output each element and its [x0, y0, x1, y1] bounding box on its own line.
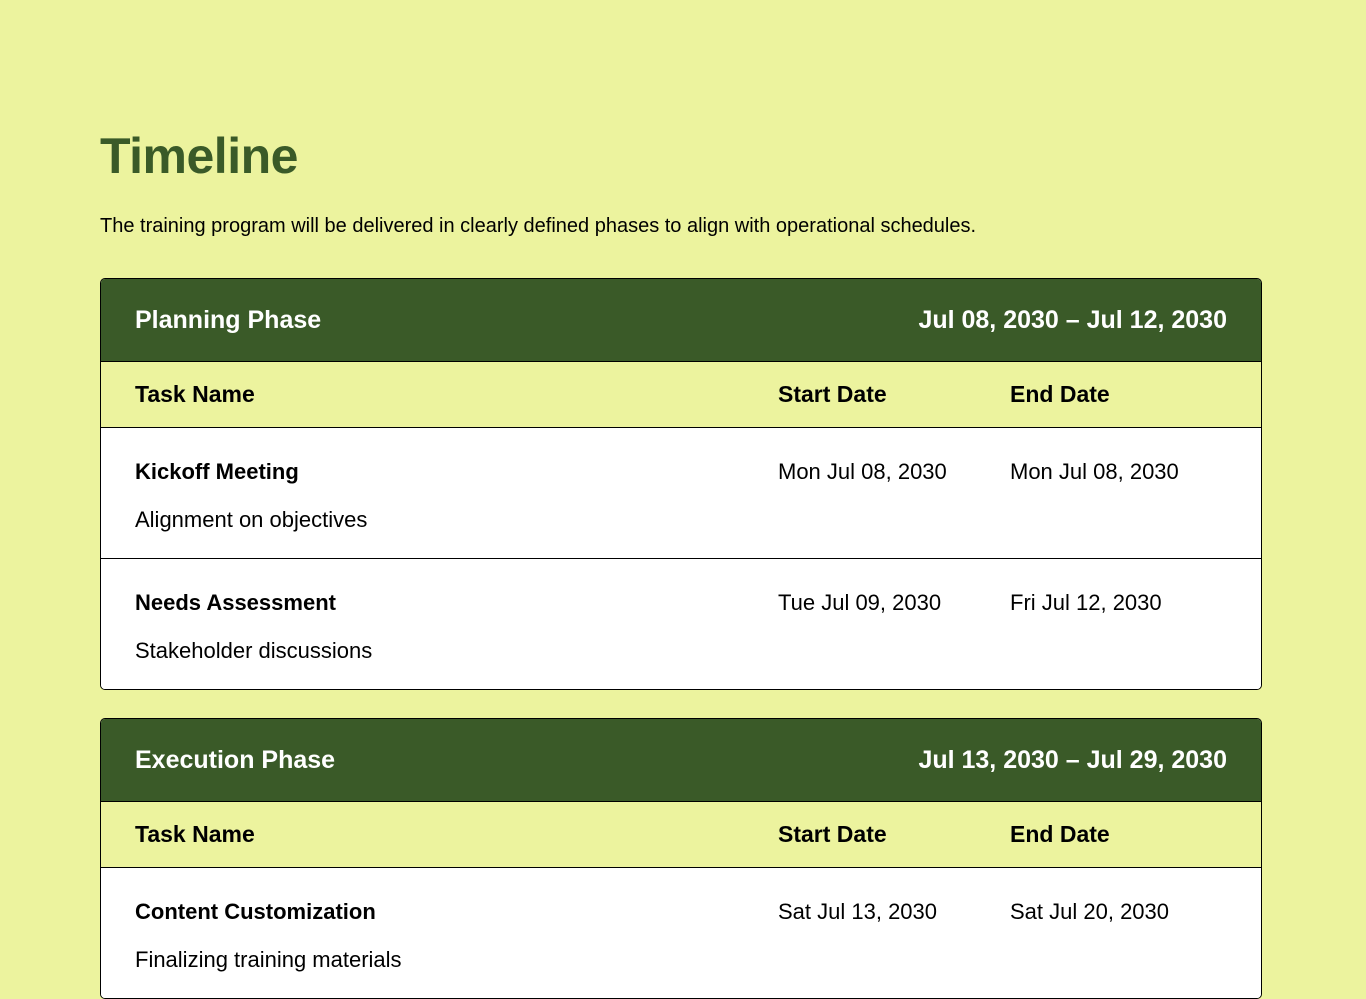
column-header-start: Start Date [778, 381, 887, 407]
page-title: Timeline [100, 128, 298, 184]
column-header-end: End Date [1010, 381, 1110, 407]
task-name: Content Customization [135, 899, 376, 924]
task-description: Alignment on objectives [135, 507, 368, 532]
phase-card-execution [100, 718, 1262, 999]
task-end-date: Sat Jul 20, 2030 [1010, 899, 1170, 924]
phase-header [101, 279, 1261, 362]
task-description: Stakeholder discussions [135, 638, 373, 663]
phase-date-range: Jul 13, 2030 – Jul 29, 2030 [918, 745, 1227, 774]
table-header [101, 362, 1261, 428]
task-start-date: Sat Jul 13, 2030 [778, 899, 938, 924]
task-start-date: Tue Jul 09, 2030 [778, 590, 942, 615]
task-end-date: Fri Jul 12, 2030 [1010, 590, 1162, 615]
phase-name: Execution Phase [135, 745, 336, 774]
table-row [101, 428, 1261, 559]
task-name: Kickoff Meeting [135, 459, 299, 484]
task-end-date: Mon Jul 08, 2030 [1010, 459, 1179, 484]
table-header [101, 802, 1261, 868]
task-start-date: Mon Jul 08, 2030 [778, 459, 947, 484]
column-header-end: End Date [1010, 821, 1110, 847]
phase-name: Planning Phase [135, 305, 322, 334]
task-description: Finalizing training materials [135, 947, 402, 972]
phase-header [101, 719, 1261, 802]
task-name: Needs Assessment [135, 590, 336, 615]
phase-card-planning [100, 278, 1262, 690]
column-header-start: Start Date [778, 821, 887, 847]
phase-date-range: Jul 08, 2030 – Jul 12, 2030 [918, 305, 1227, 334]
column-header-task: Task Name [135, 821, 255, 847]
table-row [101, 868, 1261, 998]
intro-text: The training program will be delivered in clearly defined phases to align with operational schedules. [100, 215, 977, 237]
column-header-task: Task Name [135, 381, 255, 407]
table-row [101, 559, 1261, 689]
